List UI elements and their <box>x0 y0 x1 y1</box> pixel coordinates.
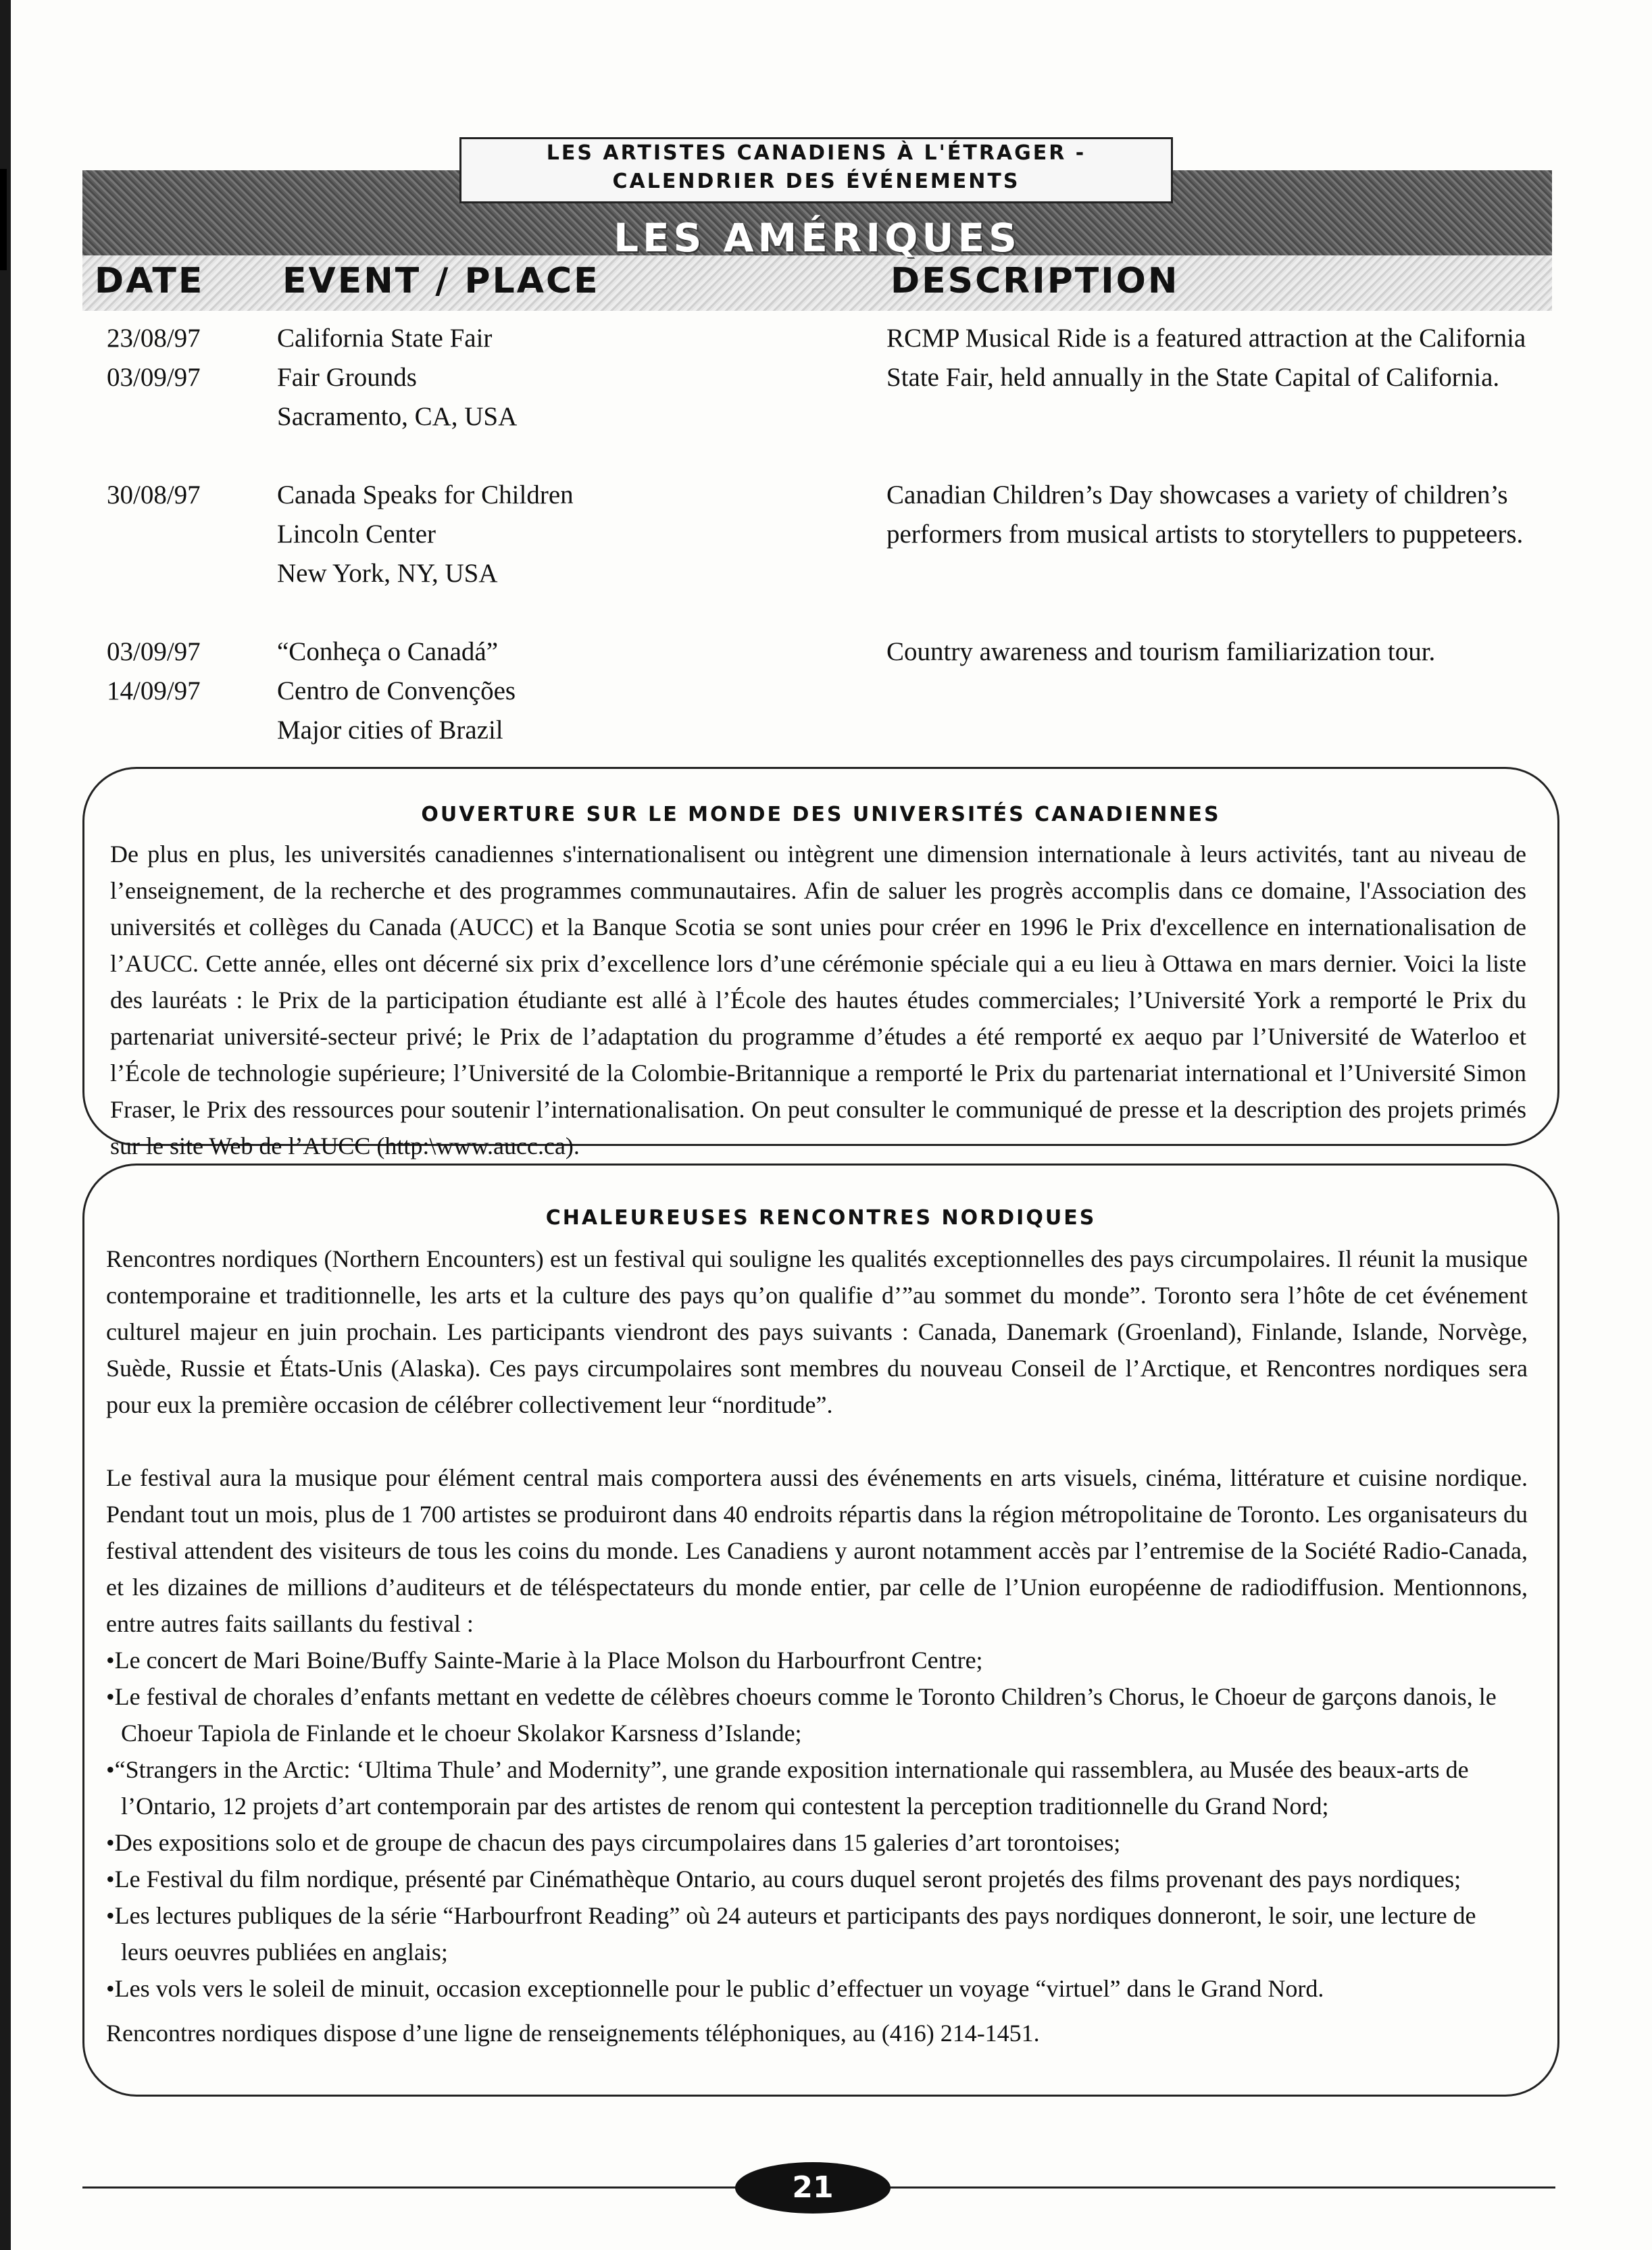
list-item: • Des expositions solo et de groupe de chacun des pays circumpolaires dans 15 galeries d’art torontoises; <box>106 1824 1528 1861</box>
event-date: 03/09/97 <box>107 363 201 392</box>
event-place-line: Major cities of Brazil <box>277 716 503 745</box>
event-dates <box>107 476 201 515</box>
calendar-title-line2: CALENDRIER DES ÉVÉNEMENTS <box>612 170 1020 193</box>
list-item: • Le festival de chorales d’enfants mettant en vedette de célèbres choeurs comme le Toronto Children’s Chorus, le Choeur de garçons danois, le Choeur Tapiola de Finlande et le choeur Skolakor Karsness d’Islande; <box>106 1678 1528 1751</box>
event-description-line: Country awareness and tourism familiarization tour. <box>886 637 1436 666</box>
column-header-event: EVENT / PLACE <box>282 261 600 301</box>
list-item: • Les lectures publiques de la série “Harbourfront Reading” où 24 auteurs et participants des pays nordiques donneront, le soir, une lecture de leurs oeuvres publiées en anglais; <box>106 1897 1528 1970</box>
event-description-line: performers from musical artists to storytellers to puppeteers. <box>886 520 1524 549</box>
event-dates <box>107 632 201 711</box>
event-place <box>277 632 516 750</box>
event-place-line: Fair Grounds <box>277 363 417 392</box>
universities-title: OUVERTURE SUR LE MONDE DES UNIVERSITÉS CANADIENNES <box>421 803 1221 826</box>
binding-edge <box>0 0 11 2250</box>
event-description <box>886 632 1552 672</box>
event-date: 23/08/97 <box>107 324 201 353</box>
list-item: • Le concert de Mari Boine/Buffy Sainte-Marie à la Place Molson du Harbourfront Centre; <box>106 1642 1528 1678</box>
universities-box <box>82 767 1559 1159</box>
event-place-line: Canada Speaks for Children <box>277 480 574 509</box>
event-place <box>277 319 517 436</box>
calendar-title-box <box>459 137 1173 203</box>
nordic-box <box>82 1164 1559 2097</box>
event-place-line: Lincoln Center <box>277 520 436 549</box>
nordic-closing: Rencontres nordiques dispose d’une ligne de renseignements téléphoniques, au (416) 214-1451. <box>106 2020 1040 2047</box>
event-description-line: Canadian Children’s Day showcases a variety of children’s <box>886 480 1508 509</box>
nordic-paragraph-1: Rencontres nordiques (Northern Encounters) est un festival qui souligne les qualités exceptionnelles des pays circumpolaires. Il réunit la musique contemporaine et traditionnelle, les arts et la culture des pays qu’on qualifie d’”au sommet du monde”. Toronto sera l’hôte de cet événement culturel majeur en juin prochain. Les participants viendront des pays suivants : Canada, Danemark (Groenland), Finlande, Islande, Norvège, Suède, Russie et États-Unis (Alaska). Ces pays circumpolaires sont membres du nouveau Conseil de l’Arctique, et Rencontres nordiques sera pour eux la première occasion de célébrer collectivement leur “norditude”. <box>106 1245 1528 1418</box>
event-place-line: California State Fair <box>277 324 493 353</box>
nordic-title: CHALEUREUSES RENCONTRES NORDIQUES <box>545 1206 1097 1230</box>
event-description <box>886 319 1552 397</box>
event-place-line: “Conheça o Canadá” <box>277 637 499 666</box>
event-description-line: State Fair, held annually in the State Capital of California. <box>886 363 1500 392</box>
event-place-line: Centro de Convenções <box>277 676 516 705</box>
event-dates <box>107 319 201 397</box>
event-description <box>886 476 1552 554</box>
universities-text: De plus en plus, les universités canadiennes s'internationalisent ou intègrent une dimension internationale à leurs activités, tant au niveau de l’enseignement, de la recherche et des programmes communautaires. Afin de saluer les progrès accomplis dans ce domaine, l'Association des universités et collèges du Canada (AUCC) et la Banque Scotia se sont unies pour créer en 1996 le Prix d'excellence en internationalisation de l’AUCC. Cette année, elles ont décerné six prix d’excellence lors d’une cérémonie spéciale qui a eu lieu à Ottawa en mars dernier. Voici la liste des lauréats : le Prix de la participation étudiante est allé à l’École des hautes études commerciales; l’Université York a remporté le Prix du partenariat université-secteur privé; le Prix de l’adaptation du programme d’études a été remporté ex aequo par l’Université de Waterloo et l’École de technologie supérieure; l’Université de la Colombie-Britannique a remporté le Prix du partenariat international et l’Université Simon Fraser, le Prix des ressources pour soutenir l’internationalisation. On peut consulter le communiqué de presse et la description des projets primés sur le site Web de l’AUCC (http:\www.aucc.ca). <box>110 841 1526 1159</box>
binding-mark <box>0 169 7 270</box>
list-item: • “Strangers in the Arctic: ‘Ultima Thule’ and Modernity”, une grande exposition internationale qui rassemblera, au Musée des beaux-arts de l’Ontario, 12 projets d’art contemporain par des artistes de renom qui contestent la perception traditionnelle du Grand Nord; <box>106 1751 1528 1824</box>
nordic-paragraph-2: Le festival aura la musique pour élément central mais comportera aussi des événements en arts visuels, cinéma, littérature et cuisine nordique. Pendant tout un mois, plus de 1 700 artistes se produiront dans 40 endroits répartis dans la région métropolitaine de Toronto. Les organisateurs du festival attendent des visiteurs de tous les coins du monde. Les Canadiens y auront notamment accès par l’entremise de la Société Radio-Canada, et les dizaines de millions d’auditeurs et de téléspectateurs du monde entier, par celle de l’Union européenne de radiodiffusion. Mentionnons, entre autres faits saillants du festival : <box>106 1464 1528 1637</box>
event-place <box>277 476 574 593</box>
highlights-list <box>106 1642 1528 2007</box>
list-item: • Les vols vers le soleil de minuit, occasion exceptionnelle pour le public d’effectuer un voyage “virtuel” dans le Grand Nord. <box>106 1970 1528 2007</box>
event-description-line: RCMP Musical Ride is a featured attraction at the California <box>886 324 1526 353</box>
event-date: 30/08/97 <box>107 480 201 509</box>
event-date: 03/09/97 <box>107 637 201 666</box>
event-place-line: New York, NY, USA <box>277 559 498 588</box>
event-place-line: Sacramento, CA, USA <box>277 402 518 431</box>
list-item: • Le Festival du film nordique, présenté par Cinémathèque Ontario, au cours duquel seront projetés des films provenant des pays nordiques; <box>106 1861 1528 1897</box>
event-date: 14/09/97 <box>107 676 201 705</box>
region-title: LES AMÉRIQUES <box>614 215 1021 261</box>
calendar-title-line1: LES ARTISTES CANADIENS À L'ÉTRAGER - <box>546 141 1086 165</box>
column-header-date: DATE <box>95 261 205 301</box>
column-header-description: DESCRIPTION <box>891 261 1180 301</box>
page-number: 21 <box>735 2162 891 2214</box>
